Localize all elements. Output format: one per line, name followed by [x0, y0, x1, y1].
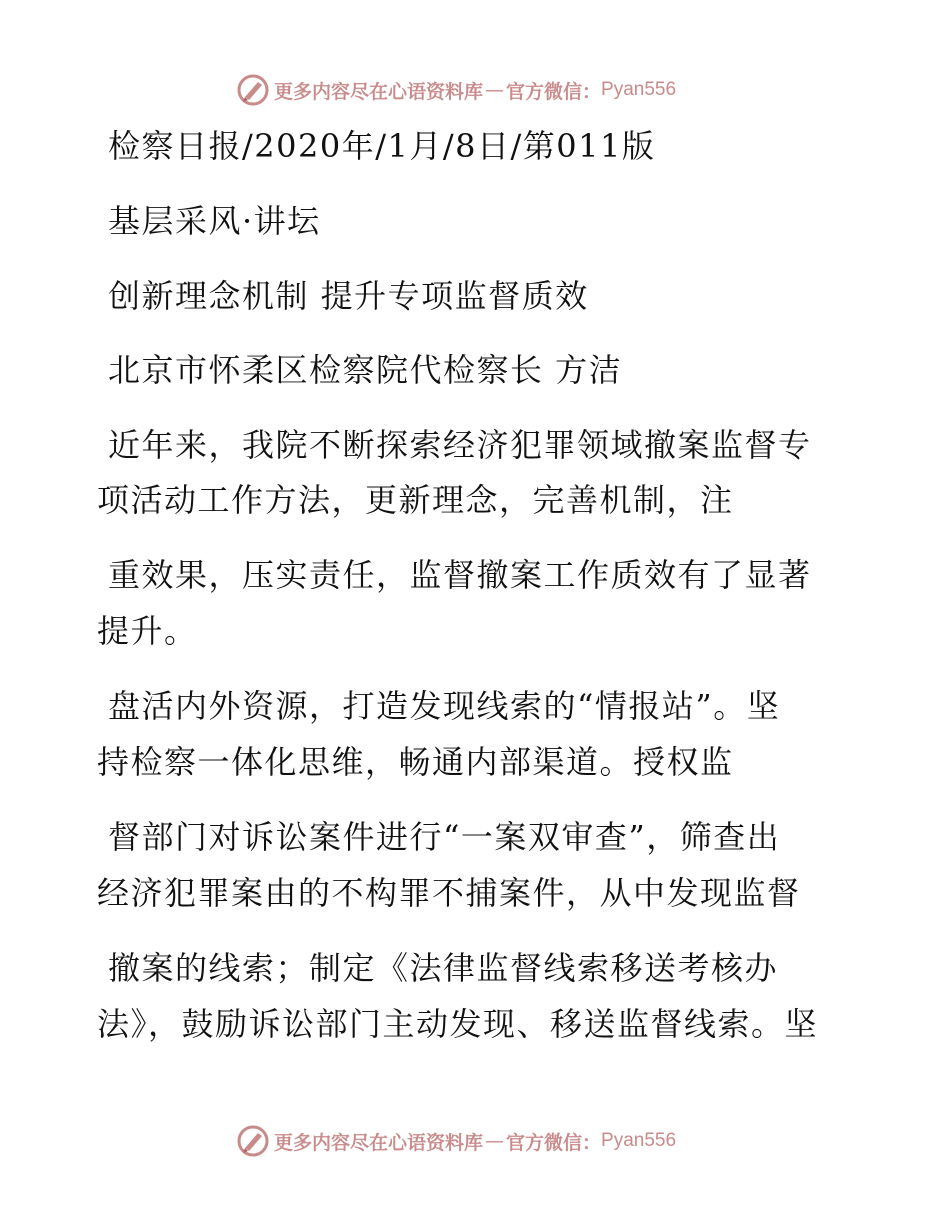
watermark-wechat-id: Pyan556: [601, 1130, 677, 1151]
paragraph-line: 项活动工作方法，更新理念，完善机制，注: [97, 481, 734, 519]
paragraph-line: 督部门对诉讼案件进行“一案双审查”，筛查出: [108, 818, 781, 856]
watermark-text: 更多内容尽在心语资料库: [274, 80, 484, 103]
article-author: 北京市怀柔区检察院代检察长 方洁: [108, 351, 623, 389]
watermark-footer: [236, 1123, 676, 1159]
watermark-text: 更多内容尽在心语资料库: [274, 1131, 484, 1154]
watermark-wechat-id: Pyan556: [601, 79, 677, 100]
paragraph-line: 提升。: [97, 612, 198, 650]
paragraph-line: 经济犯罪案由的不构罪不捕案件，从中发现监督: [97, 874, 801, 912]
pen-logo-icon: [236, 73, 270, 107]
paragraph-line: 近年来，我院不断探索经济犯罪领域撤案监督专: [108, 426, 812, 464]
paragraph-line: 撤案的线索；制定《法律监督线索移送考核办: [108, 949, 779, 987]
watermark-separator: —: [485, 79, 505, 101]
paragraph-line: 重效果，压实责任，监督撤案工作质效有了显著: [108, 556, 812, 594]
article-title: 创新理念机制 提升专项监督质效: [108, 277, 589, 315]
publication-line: 检察日报/2020年/1月/8日/第011版: [108, 127, 656, 165]
watermark-header: [236, 72, 676, 108]
column-name: 基层采风·讲坛: [108, 202, 321, 240]
pen-logo-icon: [236, 1124, 270, 1158]
paragraph-line: 法》，鼓励诉讼部门主动发现、移送监督线索。坚: [97, 1005, 819, 1043]
watermark-official-label: 官方微信：: [506, 1131, 602, 1154]
paragraph-line: 持检察一体化思维，畅通内部渠道。授权监: [97, 743, 734, 781]
watermark-official-label: 官方微信：: [506, 80, 602, 103]
watermark-separator: —: [485, 1130, 505, 1152]
paragraph-line: 盘活内外资源，打造发现线索的“情报站”。坚: [108, 687, 781, 725]
